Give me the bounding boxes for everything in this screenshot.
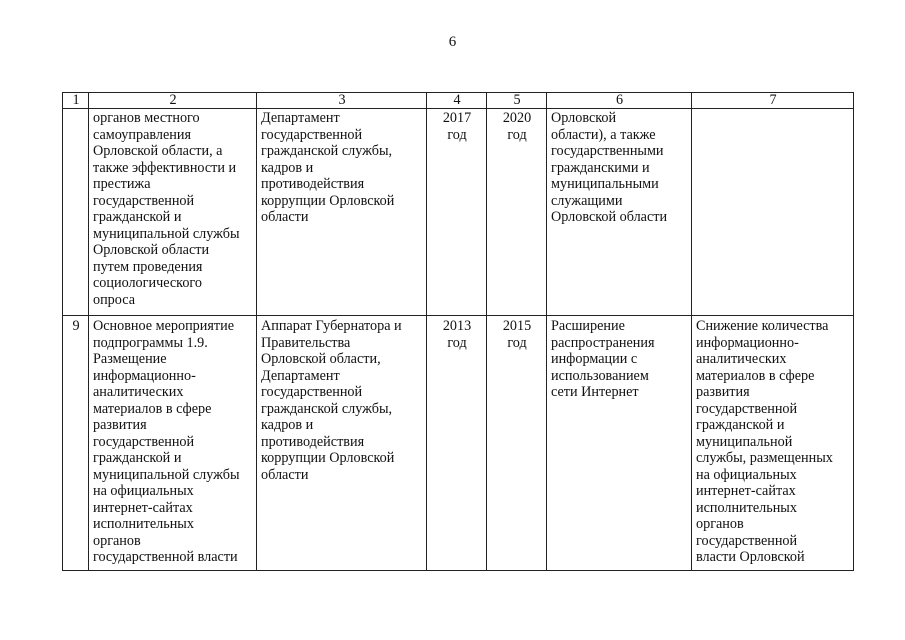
consequence-cell bbox=[692, 316, 854, 571]
cell-text-line: развития bbox=[93, 417, 147, 433]
cell-text-line: государственной власти bbox=[93, 549, 238, 565]
cell-text-line: власти Орловской bbox=[696, 549, 805, 565]
cell-text-line: муниципальной службы bbox=[93, 466, 240, 483]
cell-text-line: материалов в сфере bbox=[696, 367, 815, 384]
header-col-1: 1 bbox=[63, 93, 89, 109]
expected-result-cell bbox=[547, 109, 692, 316]
cell-text-line: исполнительных bbox=[696, 499, 797, 516]
cell-text-line: 2015 bbox=[502, 318, 532, 334]
executor-cell bbox=[257, 316, 427, 571]
cell-text-line: кадров и bbox=[261, 159, 314, 176]
executor-cell bbox=[257, 109, 427, 316]
cell-text-line: области), а также bbox=[551, 126, 656, 143]
cell-text-line: Снижение количества bbox=[696, 318, 829, 334]
cell-text-line: использованием bbox=[551, 367, 649, 384]
cell-text-line: органов bbox=[93, 532, 141, 549]
cell-text-line: Департамент bbox=[261, 367, 340, 384]
cell-text-line: муниципальной службы bbox=[93, 225, 240, 242]
cell-text-line: гражданской и bbox=[93, 209, 182, 225]
cell-text-line: гражданской и bbox=[93, 450, 182, 466]
cell-text-line: престижа bbox=[93, 176, 151, 192]
cell-text-line: области bbox=[261, 466, 309, 483]
cell-text-line: государственной bbox=[93, 433, 195, 450]
cell-text-line: гражданской службы, bbox=[261, 143, 393, 159]
cell-text-line: Основное мероприятие bbox=[93, 318, 234, 334]
cell-text-line: сети Интернет bbox=[551, 384, 639, 400]
cell-text-line: также эффективности и bbox=[93, 159, 237, 176]
header-col-4: 4 bbox=[427, 93, 487, 109]
cell-text-line: кадров и bbox=[261, 417, 314, 433]
header-col-3: 3 bbox=[257, 93, 427, 109]
cell-text-line: Правительства bbox=[261, 334, 351, 351]
cell-text-line: год bbox=[507, 126, 527, 143]
cell-text-line: государственной bbox=[696, 400, 798, 417]
cell-text-line: государственными bbox=[551, 143, 664, 159]
cell-text-line: год bbox=[447, 334, 467, 351]
cell-text-line: подпрограммы 1.9. bbox=[93, 334, 208, 351]
cell-text-line: опроса bbox=[93, 291, 135, 308]
page-number: 6 bbox=[448, 34, 457, 50]
cell-text-line: коррупции Орловской bbox=[261, 192, 395, 209]
cell-text-line: гражданской и bbox=[696, 417, 785, 433]
cell-text-line: Размещение bbox=[93, 351, 167, 367]
cell-text-line: развития bbox=[696, 384, 750, 400]
end-year-cell bbox=[487, 316, 547, 571]
cell-text-line: Орловской области, bbox=[261, 351, 381, 367]
cell-text-line: противодействия bbox=[261, 176, 365, 192]
cell-text-line: аналитических bbox=[93, 384, 184, 400]
row-number-cell bbox=[63, 109, 89, 316]
cell-text-line: аналитических bbox=[696, 351, 787, 367]
cell-text-line: службы, размещенных bbox=[696, 450, 833, 466]
measure-cell bbox=[89, 316, 257, 571]
cell-text-line: государственной bbox=[261, 126, 363, 143]
cell-text-line: Орловской области bbox=[93, 242, 210, 258]
end-year-cell bbox=[487, 109, 547, 316]
cell-text-line: коррупции Орловской bbox=[261, 450, 395, 466]
table-row bbox=[63, 316, 854, 571]
cell-text-line: гражданской службы, bbox=[261, 400, 393, 417]
header-col-5: 5 bbox=[487, 93, 547, 109]
measures-table bbox=[62, 92, 854, 571]
cell-text-line: противодействия bbox=[261, 433, 365, 450]
cell-text-line: области bbox=[261, 209, 309, 225]
cell-text-line: гражданскими и bbox=[551, 159, 650, 176]
cell-text-line: Орловской bbox=[551, 110, 617, 126]
row-number-cell bbox=[63, 316, 89, 571]
header-col-7: 7 bbox=[692, 93, 854, 109]
cell-text-line: 9 bbox=[72, 318, 80, 334]
cell-text-line: органов местного bbox=[93, 110, 200, 126]
cell-text-line: информационно- bbox=[696, 334, 799, 351]
cell-text-line: служащими bbox=[551, 192, 623, 209]
cell-text-line: муниципальными bbox=[551, 176, 659, 192]
start-year-cell bbox=[427, 316, 487, 571]
cell-text-line: органов bbox=[696, 516, 744, 532]
cell-text-line: Орловской области bbox=[551, 209, 668, 225]
cell-text-line: 2013 bbox=[442, 318, 472, 334]
cell-text-line: распространения bbox=[551, 334, 655, 351]
cell-text-line: самоуправления bbox=[93, 126, 191, 143]
header-col-6: 6 bbox=[547, 93, 692, 109]
header-col-2: 2 bbox=[89, 93, 257, 109]
cell-text-line: путем проведения bbox=[93, 258, 203, 275]
cell-text-line: государственной bbox=[261, 384, 363, 400]
cell-text-line: 2017 bbox=[442, 110, 472, 126]
cell-text-line: исполнительных bbox=[93, 516, 194, 532]
start-year-cell bbox=[427, 109, 487, 316]
cell-text-line: Расширение bbox=[551, 318, 625, 334]
cell-text-line: Аппарат Губернатора и bbox=[261, 318, 402, 334]
cell-text-line: государственной bbox=[696, 532, 798, 549]
cell-text-line: государственной bbox=[93, 192, 195, 209]
cell-text-line: год bbox=[447, 126, 467, 143]
table-row bbox=[63, 109, 854, 316]
cell-text-line: Департамент bbox=[261, 110, 340, 126]
cell-text-line: интернет-сайтах bbox=[93, 499, 193, 516]
cell-text-line: материалов в сфере bbox=[93, 400, 212, 417]
cell-text-line: социологического bbox=[93, 275, 202, 291]
consequence-cell bbox=[692, 109, 854, 316]
cell-text-line: информационно- bbox=[93, 367, 196, 384]
cell-text-line: Орловской области, а bbox=[93, 143, 223, 159]
cell-text-line: информации с bbox=[551, 351, 638, 367]
cell-text-line: интернет-сайтах bbox=[696, 483, 796, 499]
cell-text-line: на официальных bbox=[93, 483, 194, 499]
expected-result-cell bbox=[547, 316, 692, 571]
table-header-row bbox=[63, 93, 854, 109]
cell-text-line: на официальных bbox=[696, 466, 797, 483]
cell-text-line: 2020 bbox=[502, 110, 532, 126]
cell-text-line: год bbox=[507, 334, 527, 351]
cell-text-line: муниципальной bbox=[696, 433, 793, 450]
measure-cell bbox=[89, 109, 257, 316]
